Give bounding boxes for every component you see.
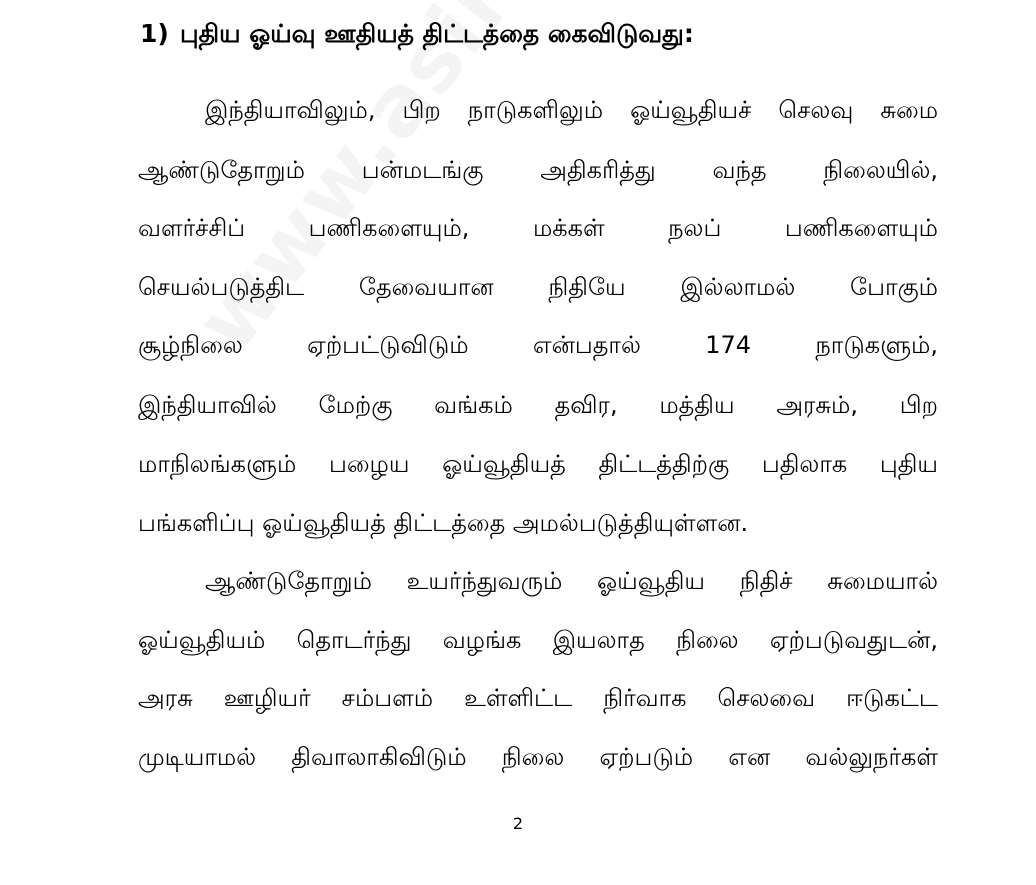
paragraph-line: பங்களிப்பு ஓய்வூதியத் திட்டத்தை அமல்படுத்தியுள்ளன. — [138, 509, 749, 537]
paragraph-line: இந்தியாவில் மேற்கு வங்கம் தவிர, மத்திய அரசும், பிற — [138, 391, 938, 419]
paragraph-line: இந்தியாவிலும், பிற நாடுகளிலும் ஓய்வூதியச் செலவு சுமை — [205, 96, 938, 124]
paragraph-line: சூழ்நிலை ஏற்பட்டுவிடும் என்பதால் 174 நாடுகளும், — [138, 331, 938, 359]
paragraph-line: முடியாமல் திவாலாகிவிடும் நிலை ஏற்படும் என வல்லுநர்கள் — [138, 743, 938, 771]
paragraph-line: அரசு ஊழியர் சம்பளம் உள்ளிட்ட நிர்வாக செலவை ஈடுகட்ட — [138, 684, 938, 712]
paragraph-line: வளர்ச்சிப் பணிகளையும், மக்கள் நலப் பணிகளையும் — [138, 214, 938, 242]
page-number: 2 — [512, 814, 524, 833]
section-title: புதிய ஓய்வு ஊதியத் திட்டத்தை கைவிடுவது: — [180, 19, 694, 48]
paragraph-line: செயல்படுத்திட தேவையான நிதியே இல்லாமல் போகும் — [138, 273, 938, 301]
section-heading — [140, 14, 694, 54]
paragraph-line: ஆண்டுதோறும் பன்மடங்கு அதிகரித்து வந்த நிலையில், — [138, 156, 938, 184]
paragraph-line: ஆண்டுதோறும் உயர்ந்துவரும் ஓய்வூதிய நிதிச் சுமையால் — [205, 567, 938, 595]
paragraph-line: மாநிலங்களும் பழைய ஓய்வூதியத் திட்டத்திற்கு பதிலாக புதிய — [138, 450, 938, 478]
paragraph-line: ஓய்வூதியம் தொடர்ந்து வழங்க இயலாத நிலை ஏற்படுவதுடன், — [138, 626, 938, 654]
section-number: 1) — [140, 19, 169, 48]
